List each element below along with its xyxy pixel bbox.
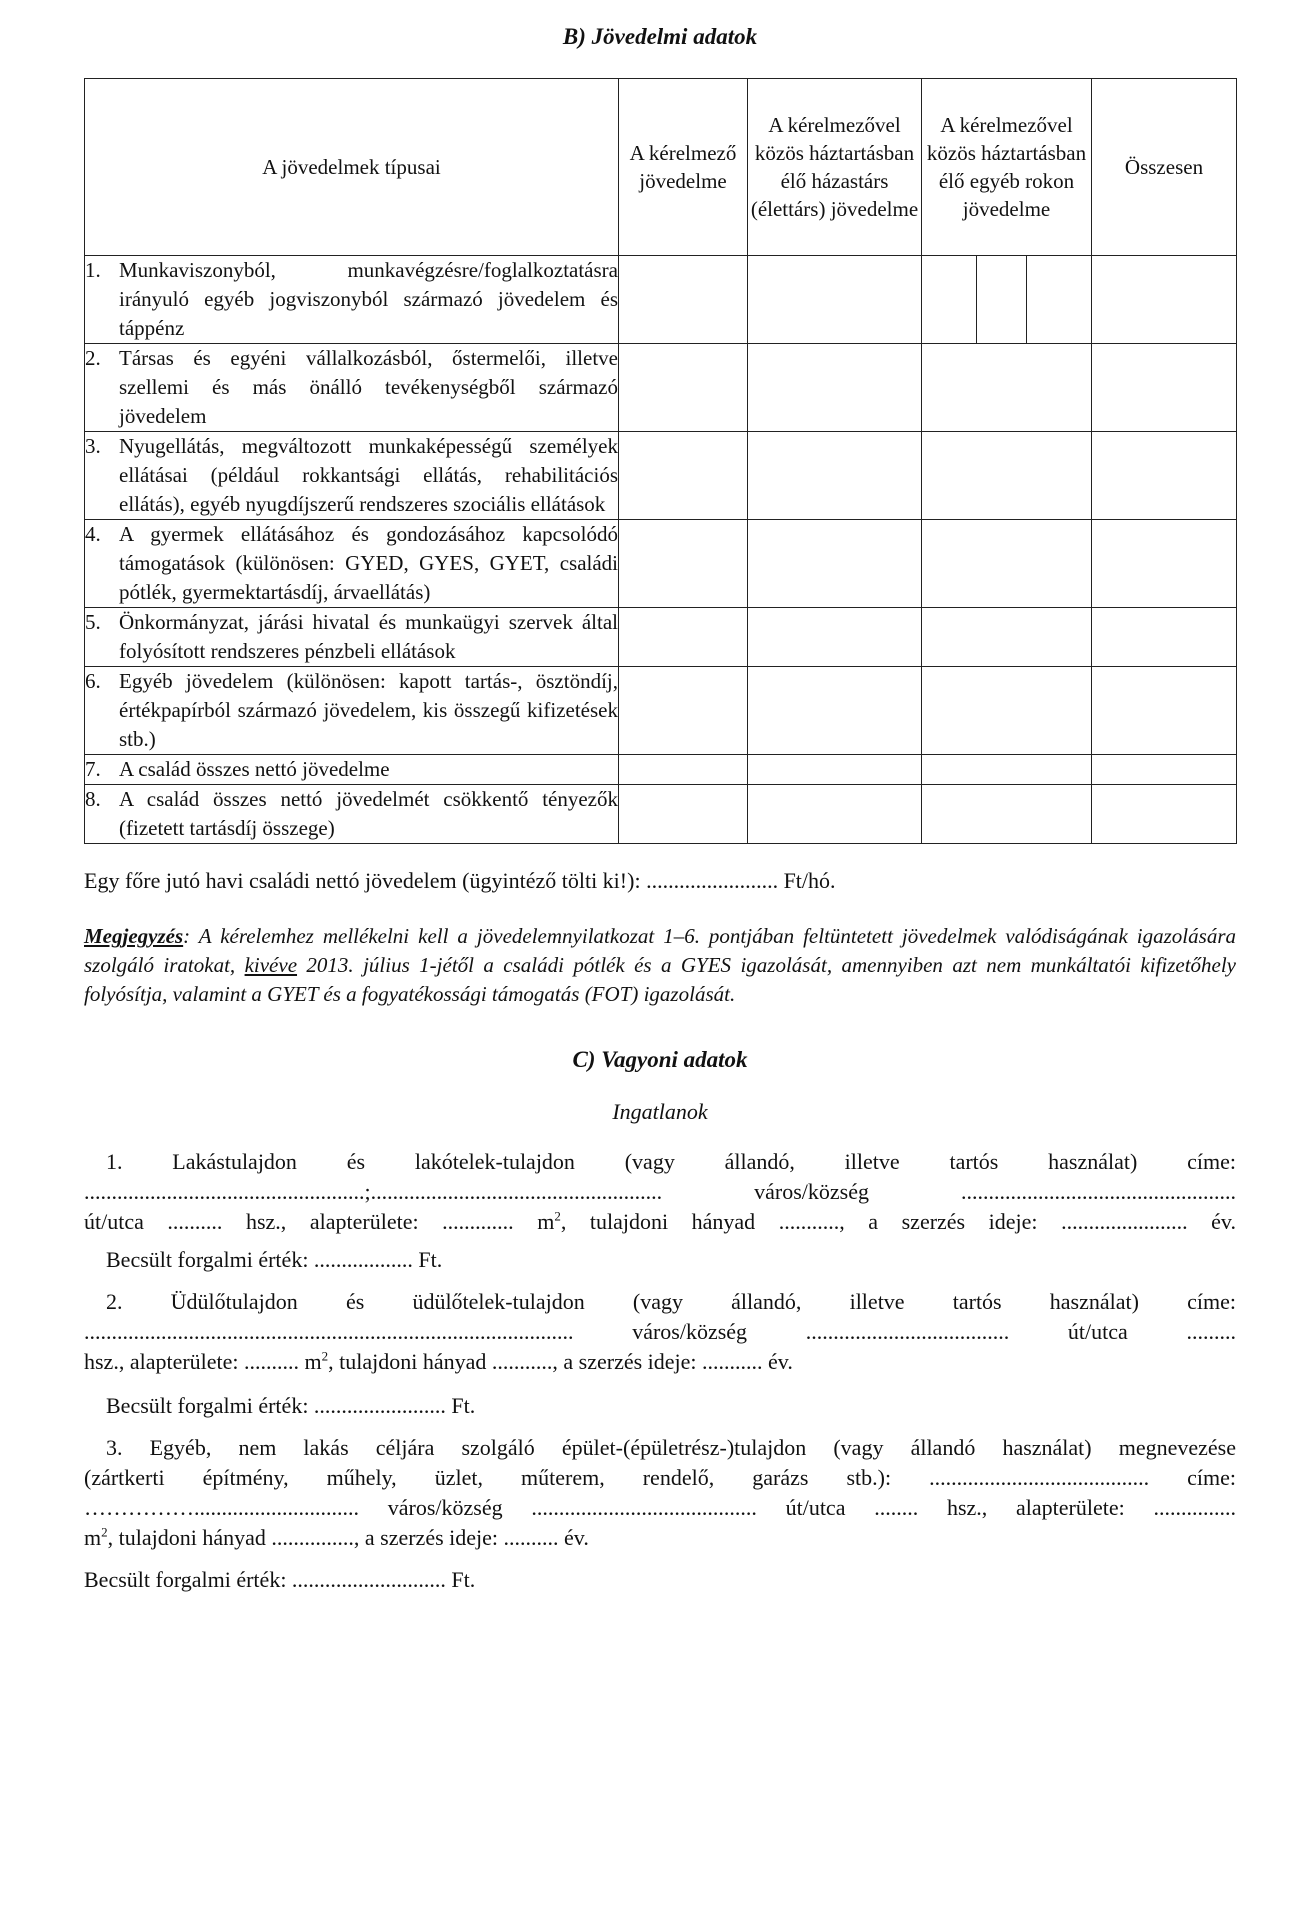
row-number: 6. — [85, 669, 101, 693]
cell-total[interactable] — [1092, 667, 1237, 755]
income-table — [84, 78, 1237, 844]
note-lead: Megjegyzés — [84, 924, 184, 948]
cell-spouse[interactable] — [748, 608, 922, 667]
property-item-2 — [84, 1287, 1236, 1421]
row-number: 1. — [85, 258, 101, 282]
note-text-2: 2013. július 1-jétől a családi pótlék és a GYES igazolását, amennyiben azt nem munkáltatói kifizetőhely folyósítja, valamint a GYET és a fogyatékossági támogatás (FOT) igazolását. — [84, 953, 1236, 1006]
item2-area: hsz., alapterülete: .......... m — [84, 1349, 322, 1374]
cell-relative-1[interactable] — [922, 256, 977, 344]
cell-relative[interactable] — [922, 667, 1092, 755]
header-applicant-income: A kérelmező jövedelme — [619, 79, 748, 256]
item1-line-3 — [84, 1207, 1236, 1237]
cell-total[interactable] — [1092, 755, 1237, 785]
row-number: 7. — [85, 757, 101, 781]
real-estate-subtitle: Ingatlanok — [612, 1099, 708, 1124]
item3-value-line: Becsült forgalmi érték: ............................ Ft. — [84, 1567, 476, 1592]
row-text: A gyermek ellátásához és gondozásához kapcsolódó támogatások (különösen: GYED, GYES, GYET, családi pótlék, gyermektartásdíj, árvaellátás) — [119, 522, 618, 604]
cell-applicant[interactable] — [619, 755, 748, 785]
cell-relative-2[interactable] — [977, 256, 1027, 344]
row-text: Nyugellátás, megváltozott munkaképességű személyek ellátásai (például rokkantsági ellátás, rehabilitációs ellátás), egyéb nyugdíjszerű rendszeres szociális ellátások — [119, 434, 618, 516]
cell-relative[interactable] — [922, 432, 1092, 520]
table-row — [85, 432, 1237, 520]
table-row — [85, 667, 1237, 755]
header-income-types: A jövedelmek típusai — [85, 79, 619, 256]
cell-relative[interactable] — [922, 755, 1092, 785]
row-label — [85, 785, 619, 844]
item1-value-line: Becsült forgalmi érték: .................. Ft. — [106, 1247, 443, 1272]
cell-relative[interactable] — [922, 520, 1092, 608]
cell-applicant[interactable] — [619, 608, 748, 667]
cell-spouse[interactable] — [748, 755, 922, 785]
note-underlined: kivéve — [244, 953, 298, 977]
cell-relative[interactable] — [922, 608, 1092, 667]
header-spouse-income: A kérelmezővel közös háztartásban élő házastárs (élettárs) jövedelme — [748, 79, 922, 256]
row-label — [85, 256, 619, 344]
cell-relative[interactable] — [922, 344, 1092, 432]
table-row — [85, 520, 1237, 608]
cell-relative[interactable] — [922, 785, 1092, 844]
cell-total[interactable] — [1092, 344, 1237, 432]
table-header-row — [85, 79, 1237, 256]
table-row — [85, 785, 1237, 844]
property-item-1 — [84, 1147, 1236, 1275]
row-number: 5. — [85, 610, 101, 634]
item1-line-1: 1. Lakástulajdon és lakótelek-tulajdon (vagy állandó, illetve tartós használat) címe: — [106, 1149, 1236, 1174]
item3-sup: 2 — [101, 1524, 108, 1540]
cell-spouse[interactable] — [748, 785, 922, 844]
table-row — [85, 256, 1237, 344]
row-text: Önkormányzat, járási hivatal és munkaügyi szervek által folyósított rendszeres pénzbeli ellátások — [119, 610, 618, 663]
cell-spouse[interactable] — [748, 432, 922, 520]
item1-share: , tulajdoni hányad ..........., a szerzés ideje: ....................... év. — [560, 1209, 1237, 1234]
item3-line-4 — [84, 1523, 1236, 1553]
cell-applicant[interactable] — [619, 520, 748, 608]
row-number: 8. — [85, 787, 101, 811]
row-label — [85, 667, 619, 755]
item3-line-2: (zártkerti építmény, műhely, üzlet, műterem, rendelő, garázs stb.): ........................................ címe: — [84, 1465, 1236, 1490]
item2-line-3 — [84, 1347, 1236, 1377]
item2-value-line: Becsült forgalmi érték: ........................ Ft. — [106, 1393, 476, 1418]
row-text: A család összes nettó jövedelmét csökkentő tényezők (fizetett tartásdíj összege) — [119, 787, 618, 840]
item1-line-2: ...................................................;..................................................... város/község .................................................. — [84, 1179, 1236, 1204]
row-label — [85, 755, 619, 785]
cell-spouse[interactable] — [748, 344, 922, 432]
row-number: 4. — [85, 522, 101, 546]
row-text: Munkaviszonyból, munkavégzésre/foglalkoztatásra irányuló egyéb jogviszonyból származó jövedelem és táppénz — [119, 258, 618, 340]
item3-line-3: …………….............................. város/község ......................................... út/utca ........ hsz., alapterülete: ............... — [84, 1495, 1236, 1520]
cell-total[interactable] — [1092, 785, 1237, 844]
row-label — [85, 432, 619, 520]
income-section-title: B) Jövedelmi adatok — [562, 24, 758, 49]
item3-area-unit: m — [84, 1525, 102, 1550]
note-paragraph — [84, 922, 1236, 1009]
row-text: Társas és egyéni vállalkozásból, őstermelői, illetve szellemi és más önálló tevékenységből származó jövedelem — [119, 346, 618, 428]
note-text-1: : A kérelemhez mellékelni kell a jövedelemnyilatkozat 1–6. pontjában feltüntetett jövedelmek valódiságának igazolására szolgáló iratokat, — [84, 924, 1236, 977]
cell-spouse[interactable] — [748, 520, 922, 608]
per-capita-income-line: Egy főre jutó havi családi nettó jövedelem (ügyintéző tölti ki!): ........................ Ft/hó. — [84, 868, 836, 893]
table-row — [85, 608, 1237, 667]
form-page — [84, 24, 1236, 1595]
item2-line-2: ......................................................................................... város/község ..................................... út/utca ......... — [84, 1319, 1236, 1344]
cell-spouse[interactable] — [748, 667, 922, 755]
assets-section-title: C) Vagyoni adatok — [572, 1047, 748, 1072]
cell-applicant[interactable] — [619, 344, 748, 432]
cell-total[interactable] — [1092, 432, 1237, 520]
item1-sup: 2 — [554, 1208, 561, 1224]
cell-total[interactable] — [1092, 608, 1237, 667]
cell-applicant[interactable] — [619, 667, 748, 755]
item2-share: , tulajdoni hányad ..........., a szerzés ideje: ........... év. — [328, 1349, 793, 1374]
cell-applicant[interactable] — [619, 785, 748, 844]
item2-line-1: 2. Üdülőtulajdon és üdülőtelek-tulajdon (vagy állandó, illetve tartós használat) címe: — [106, 1289, 1236, 1314]
header-relative-income: A kérelmezővel közös háztartásban élő egyéb rokon jövedelme — [922, 79, 1092, 256]
item3-line-1: 3. Egyéb, nem lakás céljára szolgáló épület-(épületrész-)tulajdon (vagy állandó használat) megnevezése — [106, 1435, 1236, 1460]
row-number: 3. — [85, 434, 101, 458]
row-text: Egyéb jövedelem (különösen: kapott tartás-, ösztöndíj, értékpapírból származó jövedelem, kis összegű kifizetések stb.) — [119, 669, 618, 751]
table-row — [85, 755, 1237, 785]
cell-relative-3[interactable] — [1027, 256, 1092, 344]
row-label — [85, 520, 619, 608]
header-total: Összesen — [1092, 79, 1237, 256]
row-number: 2. — [85, 346, 101, 370]
item2-sup: 2 — [321, 1348, 329, 1364]
item1-area: út/utca .......... hsz., alapterülete: ............. m — [84, 1209, 555, 1234]
cell-total[interactable] — [1092, 256, 1237, 344]
table-row — [85, 344, 1237, 432]
cell-applicant[interactable] — [619, 256, 748, 344]
item3-share: , tulajdoni hányad ..............., a szerzés ideje: .......... év. — [107, 1525, 589, 1550]
cell-applicant[interactable] — [619, 432, 748, 520]
cell-spouse[interactable] — [748, 256, 922, 344]
row-label — [85, 608, 619, 667]
property-item-3 — [84, 1433, 1236, 1595]
row-text: A család összes nettó jövedelme — [119, 757, 390, 781]
row-label — [85, 344, 619, 432]
cell-total[interactable] — [1092, 520, 1237, 608]
